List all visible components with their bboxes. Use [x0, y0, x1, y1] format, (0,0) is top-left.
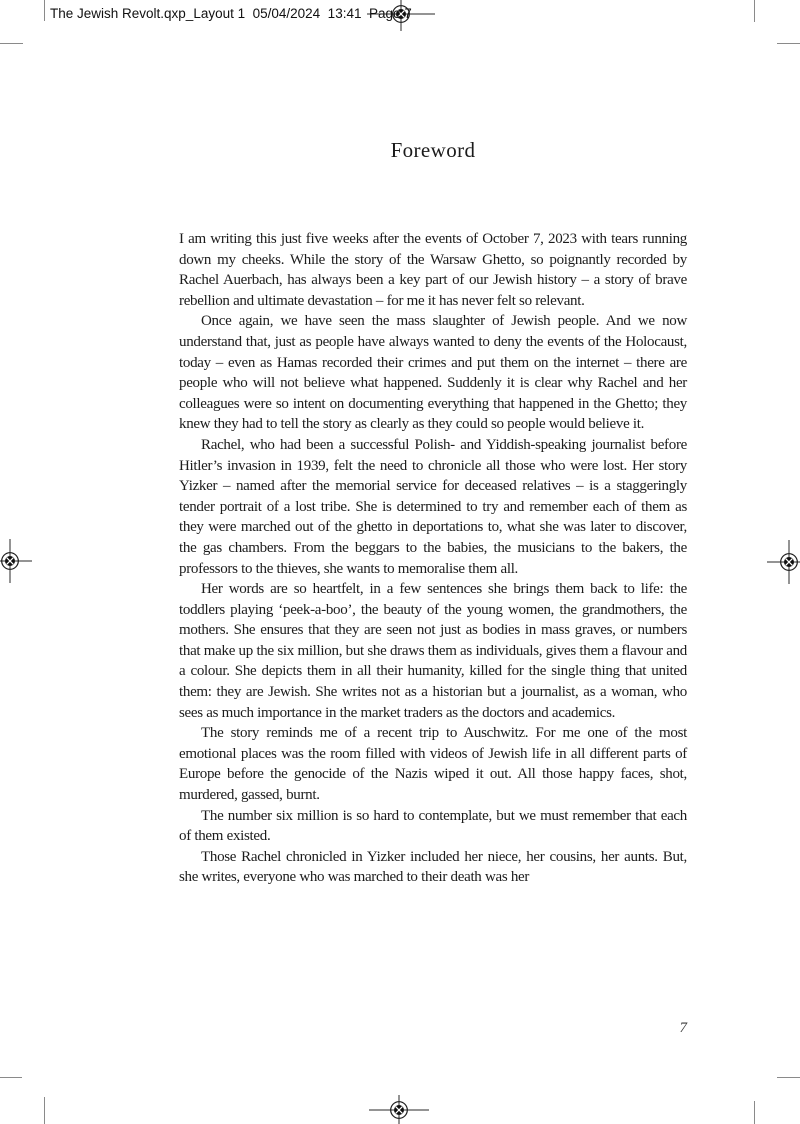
- crop-mark-bottom-left-horizontal: [0, 1077, 22, 1078]
- paragraph: Once again, we have seen the mass slaughter of Jewish people. And we now understand that, just as people have always wanted to deny the events of the Holocaust, today – even as Hamas recorded their crimes and put them on the internet – there are people who will not believe what happened. Suddenly it is clear why Rachel and her colleagues were so intent on documenting everything that happened in the Ghetto; they knew they had to tell the story as clearly as they could so people would believe it.: [179, 313, 687, 433]
- crop-mark-bottom-right-horizontal: [777, 1077, 800, 1078]
- crop-mark-bottom-right-vertical: [754, 1101, 755, 1124]
- crop-mark-bottom-left-vertical: [44, 1097, 45, 1124]
- crop-mark-top-left-vertical: [44, 0, 45, 21]
- page-number: 7: [679, 1020, 687, 1036]
- paragraph: Rachel, who had been a successful Polish- and Yiddish-speaking journalist before Hitler’s invasion in 1939, felt the need to chronicle all those who were lost. Her story Yizker – named after the memorial service for deceased relatives – is a staggeringly tender portrait of a lost tribe. She is determined to try and remember each of them as they were marched out of the ghetto in deportations to, what she was later to discover, the gas chambers. From the beggars to the babies, the musicians to the bakers, the professors to the thieves, she wants to memoralise them all.: [179, 436, 687, 577]
- proof-slug-line: The Jewish Revolt.qxp_Layout 1 05/04/2024 13:41 Page 7: [50, 6, 412, 21]
- crop-mark-top-left-horizontal: [0, 43, 23, 44]
- chapter-title: Foreword: [390, 138, 476, 162]
- paragraph: Those Rachel chronicled in Yizker included her niece, her cousins, her aunts. But, she writes, everyone who was marched to their death was her: [179, 848, 687, 886]
- registration-mark-bottom-icon: [369, 1095, 429, 1124]
- crop-mark-top-right-vertical: [754, 0, 755, 22]
- body-text-block: [179, 229, 687, 888]
- registration-mark-left-icon: [0, 539, 32, 583]
- crop-mark-top-right-horizontal: [777, 43, 800, 44]
- paragraph: I am writing this just five weeks after the events of October 7, 2023 with tears running down my cheeks. While the story of the Warsaw Ghetto, so poignantly recorded by Rachel Auerbach, has always been a key part of our Jewish history – a story of brave rebellion and ultimate devastation – for me it has never felt so relevant.: [179, 231, 687, 309]
- registration-mark-right-icon: [767, 540, 800, 584]
- paragraph: The number six million is so hard to contemplate, but we must remember that each of them existed.: [179, 807, 687, 845]
- paragraph: Her words are so heartfelt, in a few sentences she brings them back to life: the toddlers playing ‘peek-a-boo’, the beauty of the young women, the grandmothers, the mothers. She ensures that they are seen not just as bodies in mass graves, or numbers that make up the six million, but she draws them as individuals, gives them a flavour and a colour. She depicts them in all their humanity, killed for the single thing that united them: they are Jewish. She writes not as a historian but a journalist, as a woman, who sees as much importance in the market traders as the doctors and academics.: [179, 581, 687, 721]
- paragraph: The story reminds me of a recent trip to Auschwitz. For me one of the most emotional places was the room filled with videos of Jewish life in all different parts of Europe before the genocide of the Nazis wiped it out. All those happy faces, shot, murdered, gassed, burnt.: [179, 725, 687, 804]
